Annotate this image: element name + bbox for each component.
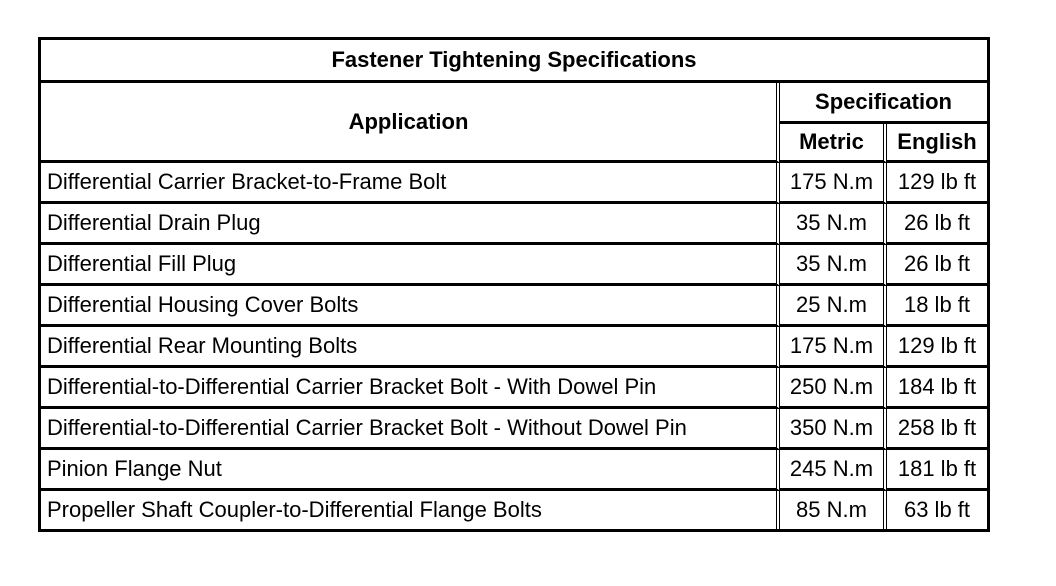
application-cell: Differential Fill Plug <box>41 245 780 286</box>
english-cell: 184 lb ft <box>887 368 987 409</box>
metric-cell: 250 N.m <box>780 368 887 409</box>
application-cell: Differential Carrier Bracket-to-Frame Bolt <box>41 163 780 204</box>
metric-cell: 350 N.m <box>780 409 887 450</box>
english-cell: 258 lb ft <box>887 409 987 450</box>
header-row-top <box>41 83 987 124</box>
english-cell: 129 lb ft <box>887 327 987 368</box>
table-row <box>41 327 987 368</box>
metric-cell: 85 N.m <box>780 491 887 529</box>
table-row <box>41 163 987 204</box>
table-row <box>41 286 987 327</box>
fastener-spec-table <box>38 37 990 532</box>
table-row <box>41 368 987 409</box>
metric-cell: 35 N.m <box>780 204 887 245</box>
application-cell: Propeller Shaft Coupler-to-Differential Flange Bolts <box>41 491 780 529</box>
table-row <box>41 204 987 245</box>
table-row <box>41 409 987 450</box>
application-cell: Differential-to-Differential Carrier Bracket Bolt - Without Dowel Pin <box>41 409 780 450</box>
specification-header: Specification <box>780 83 987 124</box>
metric-cell: 35 N.m <box>780 245 887 286</box>
english-cell: 26 lb ft <box>887 245 987 286</box>
metric-cell: 175 N.m <box>780 327 887 368</box>
english-cell: 63 lb ft <box>903 497 971 522</box>
application-cell: Differential Rear Mounting Bolts <box>41 327 780 368</box>
application-cell: Differential Drain Plug <box>41 204 780 245</box>
application-cell: Pinion Flange Nut <box>41 450 780 491</box>
english-cell: 181 lb ft <box>887 450 987 491</box>
metric-cell: 25 N.m <box>780 286 887 327</box>
metric-cell: 175 N.m <box>780 163 887 204</box>
metric-cell: 245 N.m <box>780 450 887 491</box>
english-cell: 26 lb ft <box>887 204 987 245</box>
table-title: Fastener Tightening Specifications <box>41 40 987 83</box>
title-row <box>41 40 987 83</box>
metric-header: Metric <box>780 124 887 163</box>
table-row <box>41 245 987 286</box>
table-row <box>41 491 987 529</box>
application-cell: Differential Housing Cover Bolts <box>41 286 780 327</box>
application-cell: Differential-to-Differential Carrier Bracket Bolt - With Dowel Pin <box>41 368 780 409</box>
english-cell: 18 lb ft <box>887 286 987 327</box>
english-header: English <box>887 124 987 163</box>
english-cell: 129 lb ft <box>887 163 987 204</box>
application-header: Application <box>41 83 780 163</box>
table-row <box>41 450 987 491</box>
